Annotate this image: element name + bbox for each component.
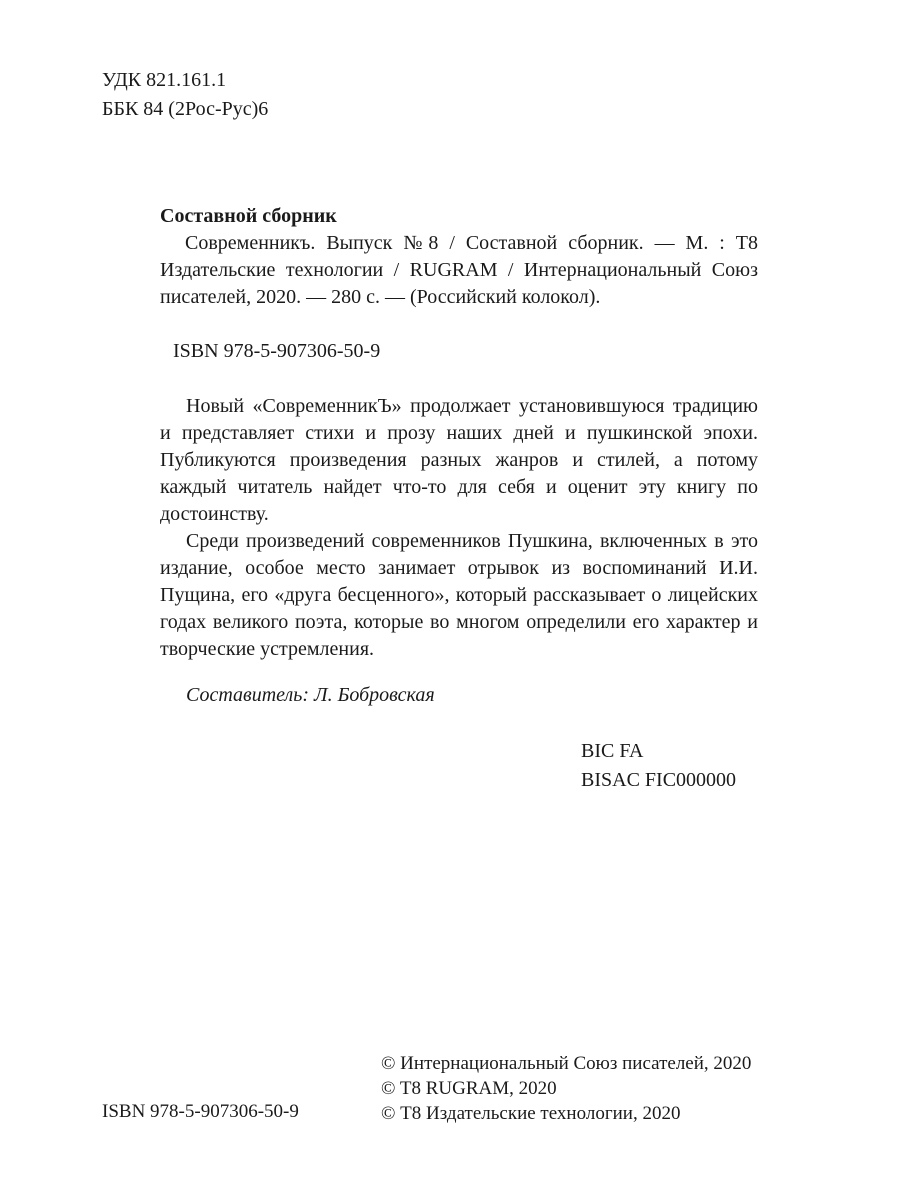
subject-classification [581, 737, 736, 795]
isbn-top: ISBN 978-5-907306-50-9 [173, 340, 381, 362]
record-heading: Составной сборник [160, 205, 337, 227]
copyright-line-1: © Интернациональный Союз писателей, 2020 [381, 1053, 752, 1074]
annotation-paragraph-2: Среди произведений современников Пушкина, включенных в это издание, особое место занимает отрывок из воспоминаний И.И. Пущина, его «друга бесценного», который рассказывает о лицейских годах великого поэта, которые во многом определили его характер и творческие устремления. [160, 530, 758, 660]
compiler-line: Составитель: Л. Бобровская [186, 684, 435, 706]
annotation-paragraph-1: Новый «СовременникЪ» продолжает установившуюся традицию и представляет стихи и прозу наших дней и пушкинской эпохи. Публикуются произведения разных жанров и стилей, а потому каждый читатель найдет что-то для себя и оценит эту книгу по достоинству. [160, 395, 758, 525]
classification-codes [102, 66, 268, 124]
bbk-code: ББК 84 (2Рос-Рус)6 [102, 98, 269, 120]
record-description: Современникъ. Выпуск №8 / Составной сборник. — М. : Т8 Издательские технологии / RUGRAM / Интернациональный Союз писателей, 2020. — 280 с. — (Российский колокол). [160, 232, 758, 308]
bibliographic-record [160, 203, 758, 311]
isbn-bottom: ISBN 978-5-907306-50-9 [102, 1101, 299, 1122]
copyright-block [381, 1051, 751, 1126]
annotation [160, 393, 758, 663]
udk-code: УДК 821.161.1 [102, 69, 227, 91]
copyright-line-2: © T8 RUGRAM, 2020 [381, 1078, 557, 1099]
copyright-line-3: © Т8 Издательские технологии, 2020 [381, 1103, 681, 1124]
bic-code: BIC FA [581, 740, 644, 762]
bisac-code: BISAC FIC000000 [581, 769, 737, 791]
